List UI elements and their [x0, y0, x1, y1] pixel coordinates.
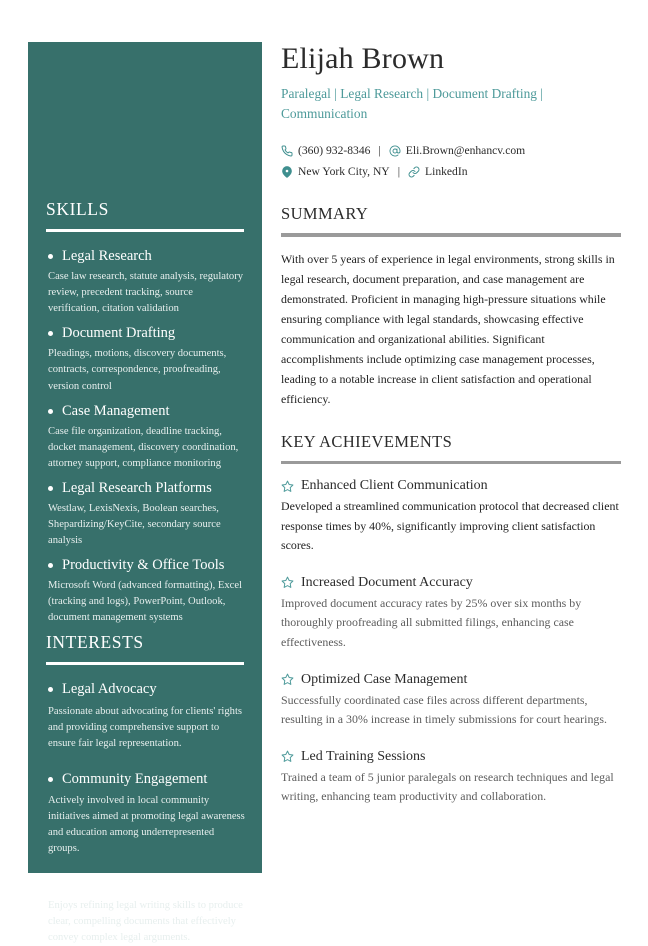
sidebar-item-label: Community Engagement: [62, 770, 208, 787]
achievement-title: Optimized Case Management: [301, 671, 468, 687]
contact-separator: |: [378, 143, 381, 157]
sidebar-item-description: Case law research, statute analysis, regulatory review, precedent tracking, source verification, citation validation: [48, 271, 244, 315]
bullet-icon: [48, 409, 53, 414]
sidebar-item-label: Legal Research: [62, 248, 152, 264]
achievement-description: Trained a team of 5 junior paralegals on research techniques and legal writing, enhancing team productivity and collaboration.: [281, 769, 614, 804]
bullet-icon: [48, 687, 53, 692]
achievement-title-row: [281, 476, 621, 496]
list-item: [44, 874, 246, 946]
achievement-item: [281, 670, 621, 730]
sidebar-item-description: Pleadings, motions, discovery documents, contracts, correspondence, proofreading, version control: [48, 348, 227, 392]
sidebar-item-title: [44, 246, 246, 267]
sidebar-item-description: Westlaw, LexisNexis, Boolean searches, Shepardizing/KeyCite, secondary source analysis: [48, 502, 221, 547]
main-column: [281, 40, 621, 807]
linkedin-link[interactable]: LinkedIn: [425, 164, 468, 178]
sidebar-item-description: Enjoys refining legal writing skills to produce clear, compelling documents that effectively convey complex legal arguments.: [48, 900, 243, 944]
sidebar-item-description: Passionate about advocating for clients' rights and providing comprehensive support to ensure fair legal representation.: [48, 705, 243, 749]
sidebar-item-title: [44, 679, 246, 700]
list-item: [44, 679, 246, 751]
sidebar-item-description: Microsoft Word (advanced formatting), Excel (tracking and logs), PowerPoint, Outlook, document management systems: [48, 580, 242, 624]
page-title: Elijah Brown: [281, 42, 445, 75]
star-icon: [281, 750, 294, 763]
list-item: [44, 478, 246, 549]
sidebar-item-label: Document Drafting: [62, 325, 176, 342]
sidebar-heading-skills: SKILLS: [46, 199, 109, 219]
sidebar-sections: [44, 199, 246, 946]
achievement-description: Developed a streamlined communication protocol that decreased client response times by 40%, significantly improving client satisfaction scores.: [281, 498, 619, 553]
bullet-icon: [48, 777, 53, 782]
sidebar-item-description: Actively involved in local community initiatives aimed at promoting legal awareness and education among underrepresented groups.: [48, 794, 245, 855]
email-address[interactable]: Eli.Brown@enhancv.com: [405, 143, 526, 157]
contact-row-secondary: [281, 163, 621, 182]
achievement-description: Successfully coordinated case files across different departments, resulting in a 30% increase in timely submissions for court hearings.: [281, 692, 607, 727]
achievement-title: Enhanced Client Communication: [301, 478, 488, 494]
summary-heading: SUMMARY: [281, 204, 369, 224]
achievements-section: [281, 432, 621, 807]
achievements-divider: [281, 461, 621, 465]
sidebar-section-interests: [44, 632, 246, 946]
sidebar-item-description: Case file organization, deadline tracking, docket management, discovery coordination, attorney support, compliance monitoring: [48, 425, 239, 469]
sidebar-item-title: [44, 478, 246, 499]
map-pin-icon: [281, 166, 293, 178]
bullet-icon: [48, 563, 53, 568]
sidebar: [28, 42, 262, 944]
achievement-title-row: [281, 573, 621, 593]
sidebar-divider: [46, 229, 244, 232]
sidebar-item-label: Productivity & Office Tools: [62, 557, 225, 574]
sidebar-item-title: [44, 401, 246, 422]
achievement-title: Increased Document Accuracy: [301, 575, 473, 591]
achievement-title: Led Training Sessions: [301, 749, 426, 765]
achievement-item: [281, 747, 621, 807]
sidebar-item-title: [44, 555, 246, 576]
sidebar-item-title: [44, 769, 246, 790]
contact-separator-2: |: [397, 164, 401, 178]
sidebar-top-spacer: [44, 42, 246, 199]
achievement-title-row: [281, 747, 621, 767]
sidebar-item-title: [44, 874, 246, 895]
summary-divider: [281, 233, 621, 237]
bullet-icon: [48, 331, 53, 336]
list-item: [44, 401, 246, 472]
star-icon: [281, 673, 294, 686]
phone-number[interactable]: (360) 932-8346: [298, 143, 371, 157]
sidebar-item-label: Case Management: [62, 402, 170, 419]
location-text: New York City, NY: [298, 164, 390, 178]
sidebar-item-label: Legal Research Platforms: [62, 479, 212, 496]
bullet-icon: [48, 486, 53, 491]
list-item: [44, 323, 246, 394]
summary-text: With over 5 years of experience in legal environments, strong skills in legal research, document preparation, and case management are demonstrated. Proficient in managing high-pressure situations while ensuring compliance with legal standards, showcasing effective communication and organizational abilities. Significant accomplishments include optimizing case management processes, leading to a notable increase in client satisfaction and operational efficiency.: [281, 251, 615, 406]
achievement-item: [281, 476, 621, 556]
sidebar-section-skills: [44, 199, 246, 626]
link-icon: [408, 166, 420, 178]
phone-icon: [281, 145, 293, 157]
contact-row-primary: [281, 142, 621, 161]
summary-section: [281, 204, 621, 409]
star-icon: [281, 480, 294, 493]
achievement-item: [281, 573, 621, 653]
achievements-list: [281, 476, 621, 807]
list-item: [44, 769, 246, 857]
sidebar-item-label: Legal Writing: [62, 876, 143, 893]
sidebar-heading-interests: INTERESTS: [46, 632, 144, 653]
achievement-title-row: [281, 670, 621, 690]
achievement-description: Improved document accuracy rates by 25% over six months by thoroughly proofreading all submitted filings, enhancing case effectiveness.: [281, 595, 582, 650]
achievements-heading: KEY ACHIEVEMENTS: [281, 431, 453, 451]
professional-headline: Paralegal | Legal Research | Document Drafting | Communication: [281, 85, 543, 121]
sidebar-item-title: [44, 323, 246, 344]
list-item: [44, 246, 246, 317]
bullet-icon: [48, 882, 53, 887]
sidebar-item-label: Legal Advocacy: [62, 681, 157, 698]
bullet-icon: [48, 254, 53, 259]
at-sign-icon: [389, 145, 401, 157]
list-item: [44, 555, 246, 626]
star-icon: [281, 576, 294, 589]
sidebar-divider: [46, 662, 244, 665]
